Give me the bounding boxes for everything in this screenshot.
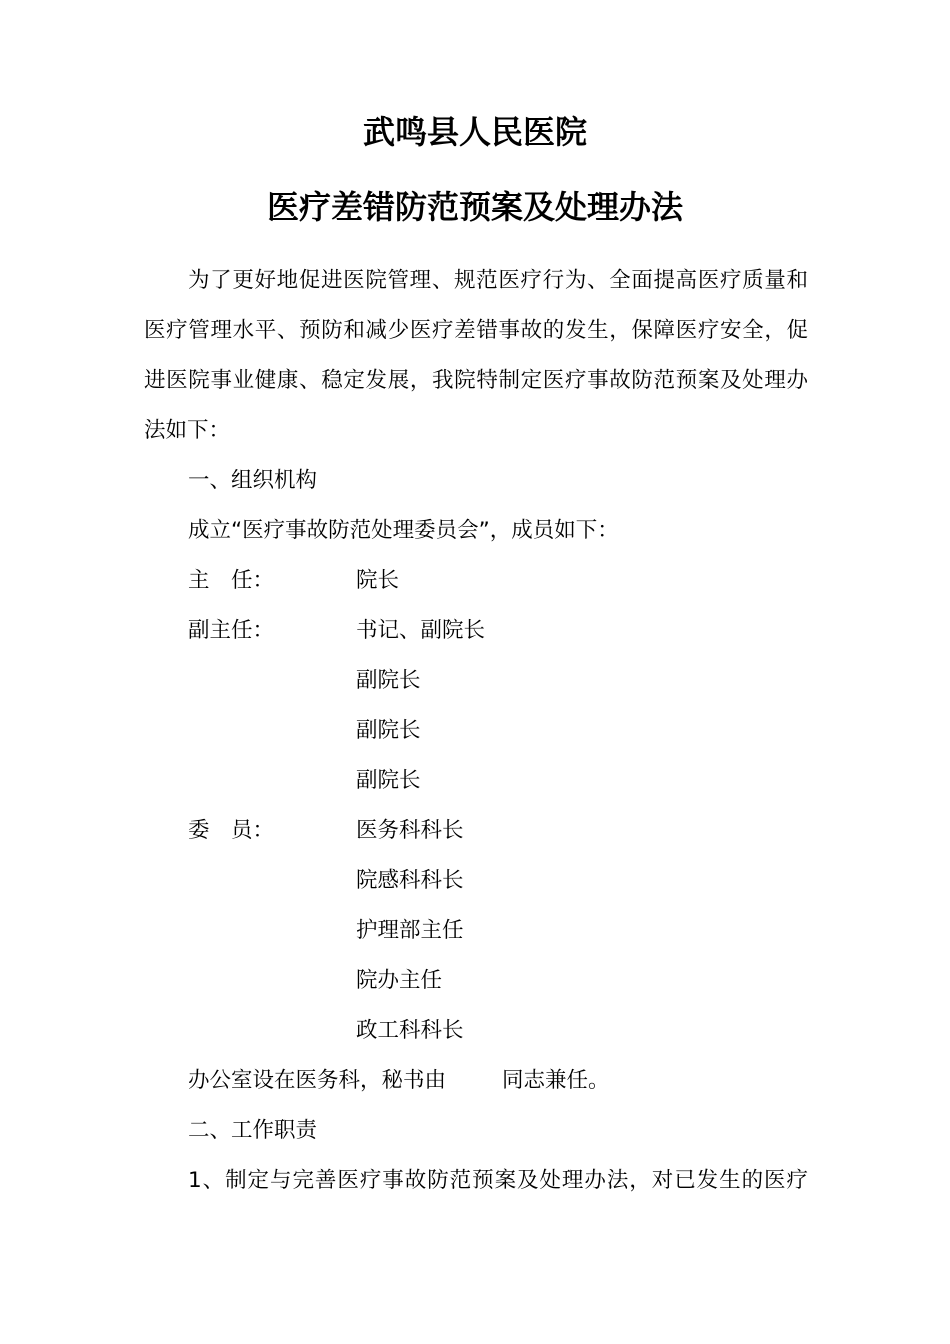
member-name: 医务科科长 (356, 818, 464, 843)
duty-item-1: 1、制定与完善医疗事故防范预案及处理办法，对已发生的医疗 (188, 1168, 808, 1193)
member-role: 副主任： (188, 618, 275, 643)
member-name: 政工科科长 (356, 1018, 464, 1043)
office-note-part2: 同志兼任。 (502, 1068, 610, 1093)
hospital-name-title: 武鸣县人民医院 (362, 113, 587, 151)
member-name: 院办主任 (356, 968, 443, 993)
intro-line-1: 为了更好地促进医院管理、规范医疗行为、全面提高医疗质量和 (188, 268, 808, 293)
member-name: 院感科科长 (356, 868, 464, 893)
member-role: 主 任： (188, 568, 275, 593)
office-note-part1: 办公室设在医务科，秘书由 (188, 1068, 447, 1093)
document-subtitle: 医疗差错防范预案及处理办法 (266, 188, 683, 226)
section-heading: 一、组织机构 (188, 468, 318, 493)
member-name: 护理部主任 (356, 918, 464, 943)
member-name: 副院长 (356, 668, 421, 693)
member-name: 书记、副院长 (356, 618, 486, 643)
office-note (188, 1066, 610, 1096)
committee-intro: 成立“医疗事故防范处理委员会”，成员如下： (188, 518, 619, 543)
intro-line-3: 进医院事业健康、稳定发展，我院特制定医疗事故防范预案及处理办 (144, 368, 808, 393)
section-heading: 二、工作职责 (188, 1118, 318, 1143)
intro-line-4: 法如下： (144, 418, 231, 443)
member-name: 院长 (356, 568, 400, 593)
member-role: 委 员： (188, 818, 275, 843)
intro-line-2: 医疗管理水平、预防和减少医疗差错事故的发生，保障医疗安全，促 (144, 318, 808, 343)
member-name: 副院长 (356, 718, 421, 743)
member-name: 副院长 (356, 768, 421, 793)
